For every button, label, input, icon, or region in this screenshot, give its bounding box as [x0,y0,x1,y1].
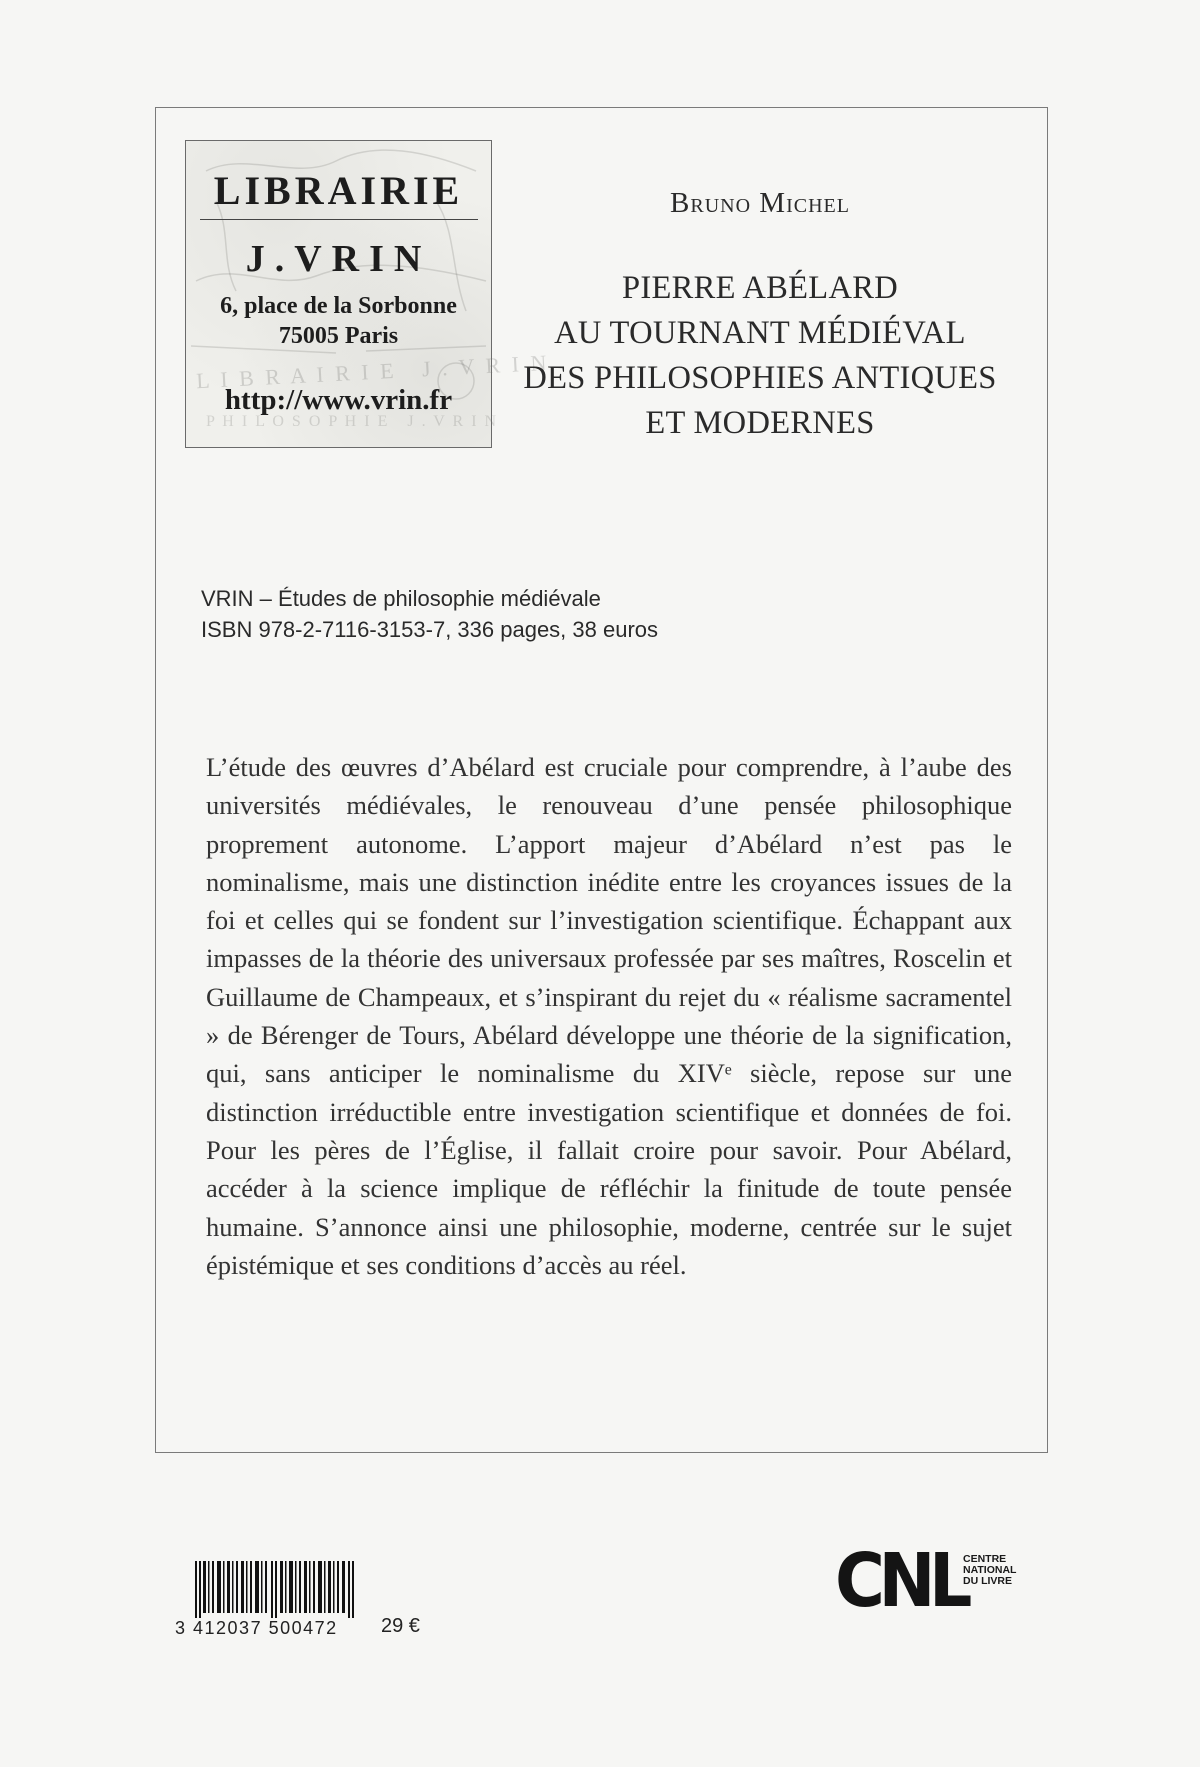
barcode-icon [195,1561,355,1618]
bookshop-stamp [185,140,550,448]
isbn-line: ISBN 978-2-7116-3153-7, 336 pages, 38 euros [201,617,659,642]
title-line-3: DES PHILOSOPHIES ANTIQUES [523,360,997,396]
title-line-1: PIERRE ABÉLARD [622,270,898,306]
series-line: VRIN – Études de philosophie médiévale [201,586,601,611]
stamp-ghost-text: L I B R A I R I E J . V R I N [195,349,550,394]
stamp-city: 75005 Paris [278,323,399,349]
cnl-sub-line-3: DU LIVRE [963,1575,1013,1587]
price-label: 29 € [381,1615,420,1637]
cnl-subtitle [963,1554,1016,1587]
author-name: Bruno Michel [670,187,850,219]
stamp-rule [200,219,478,220]
title-line-2: AU TOURNANT MÉDIÉVAL [554,315,966,351]
cnl-logo [835,1538,1035,1638]
back-cover-blurb: L’étude des œuvres d’Abélard est cruciale pour comprendre, à l’aube des universités médiévales, le renouveau d’une pensée philosophique proprement autonome. L’apport majeur d’Abélard n’est pas le nominalisme, mais une distinction inédite entre les croyances issues de la foi et celles qui se fondent sur l’investigation scientifique. Échappant aux impasses de la théorie des universaux professée par ses maîtres, Roscelin et Guillaume de Champeaux, et s’inspirant du rejet du « réalisme sacramentel » de Bérenger de Tours, Abélard développe une théorie de la signification, qui, sans anticiper le nominalisme du XIVᵉ siècle, repose sur une distinction irréductible entre investigation scientifique et données de foi. Pour les pères de l’Église, il fallait croire pour savoir. Pour Abélard, accéder à la science implique de réfléchir la finitude de toute pensée humaine. S’annonce ainsi une philosophie, moderne, centrée sur le sujet épistémique et ses conditions d’accès au réel. [206,752,1012,1280]
stamp-address: 6, place de la Sorbonne [220,293,457,319]
title-line-4: ET MODERNES [645,405,875,441]
stamp-librairie: LIBRAIRIE [213,168,464,213]
cnl-letters: CNL [835,1538,967,1624]
barcode-digits: 3 412037 500472 [175,1618,338,1638]
stamp-vrin: J.VRIN [245,238,432,280]
stamp-ghost-text-2: P H I L O S O P H I E J . V R I N [206,413,499,430]
book-title [500,266,1020,446]
publication-info [201,583,658,645]
stamp-url: http://www.vrin.fr [224,384,453,416]
cnl-sub-line-2: NATIONAL [963,1564,1017,1576]
cnl-sub-line-1: CENTRE [963,1553,1007,1565]
